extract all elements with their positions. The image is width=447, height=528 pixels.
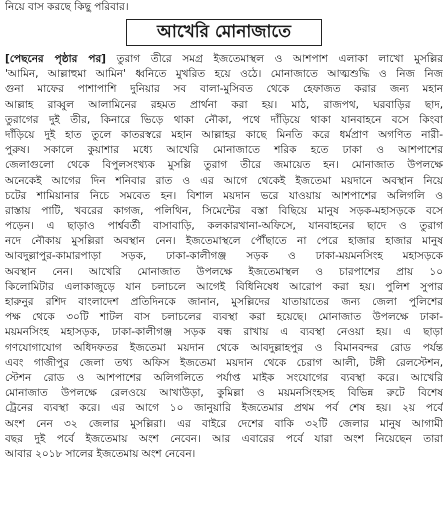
body-line: হারুনুর রশিদ বাংলাদেশ প্রতিদিনকে জানান, মুসল্লিদের যাতায়াতের জন্য জেলা পুলিশের [5,296,443,308]
body-line: ময়মনসিংহ মহাসড়ক, ঢাকা-কালীগঞ্জ সড়ক বন্ধ রাখায় এ ব্যবস্থা নেওয়া হয়। এ ছাড়া [5,326,443,339]
headline-box [126,19,322,46]
continuation-label: [পেছনের পৃষ্ঠার পর] [5,53,106,65]
body-line: স্টেশন রোড ও আশপাশের অলিগলিতে পর্যাপ্ত মাইক সংযোগের ব্যবস্থা করে। আখেরি [5,371,443,384]
body-line: অংশ নেন ৩২ জেলার মুসল্লিরা। এর বাইরে দেশের বাকি ৩২টি জেলার মানুষ আগামী [5,417,443,430]
body-line: দাঁড়িয়ে দুই হাত তুলে কাতরস্বরে মহান আল্লাহর কাছে মিনতি করে ধর্মপ্রাণ অগণিত নারী- [5,128,443,141]
body-line: অনেকেই আগের দিন শনিবার রাত ও এর আগে থেকেই ইজতেমা ময়দানে অবস্থান নিয়ে [5,174,443,187]
body-line: 'আমিন, আল্লাহুমা আমিন' ধ্বনিতে মুখরিত হয়ে ওঠে। মোনাজাতে আত্মশুদ্ধি ও নিজ নিজ [5,68,443,81]
body-line: গণযোগাযোগ অধিদফতর ইজতেমা ময়দান থেকে আবদুল্লাহপুর ও বিমানবন্দর রোড পর্যন্ত [5,341,443,354]
body-line: রাস্তায় পাটি, খবরের কাগজ, পলিথিন, সিমেন্টের বস্তা বিছিয়ে মানুষ সড়ক-মহাসড়কে বসে [5,204,443,217]
body-line: ট্রেনের ব্যবস্থা করে। এর আগে ১০ জানুয়ারি ইজতেমার প্রথম পর্ব শেষ হয়। ২য় পর্বে [5,402,443,415]
body-line: জেলাগুলো থেকে বিপুলসংখ্যক মুসল্লি তুরাগ তীরে জমায়েত হন। মোনাজাত উপলক্ষে [5,159,443,172]
body-line: গুনা মাফের পাশাপাশি দুনিয়ার সব বালা-মুসিবত থেকে হেফাজত করার জন্য মহান [5,83,443,96]
body-line: পড়েন। এ ছাড়াও পার্শ্ববর্তী বাসাবাড়ি, কলকারখানা-অফিসে, যানবাহনের ছাদে ও তুরাগ [5,220,443,233]
body-line: আবদুল্লাপুর-কামারপাড়া সড়ক, ঢাকা-কালীগঞ্জ সড়ক ও ঢাকা-ময়মনসিংহ মহাসড়কে [5,250,443,263]
body-line: [পেছনের পৃষ্ঠার পর] তুরাগ তীরে সমগ্র ইজতেমাস্থল ও আশপাশ এলাকা লাখো মুসল্লির [5,53,443,65]
article-body [5,52,443,462]
body-line: মোনাজাত উপলক্ষে রেলওয়ে আখাউড়া, কুমিল্লা ও ময়মনসিংহসহ বিভিন্ন রুটে বিশেষ [5,387,443,400]
body-line: পক্ষ থেকে ৩০টি শাটল বাস চলাচলের ব্যবস্থা করা হয়েছে। মোনাজাত উপলক্ষে ঢাকা- [5,311,443,324]
previous-article-tail: নিয়ে বাস করছে কিছু পরিবার। [5,1,129,13]
body-line: কিলোমিটার এলাকাজুড়ে যান চলাচলে আগেই বিধিনিষেধ আরোপ করা হয়। পুলিশ সুপার [5,280,443,293]
body-line: পুরুষ। সকালে কুয়াশার মধ্যে আখেরি মোনাজাতে শরিক হতে ঢাকা ও আশপাশের [5,144,443,157]
body-line: অবস্থান নেন। আখেরি মোনাজাত উপলক্ষে ইজতেমাস্থল ও চারপাশের প্রায় ১০ [5,265,443,278]
body-line: নদে নৌকায় মুসল্লিরা অবস্থান নেন। ইজতেমাস্থলে পৌঁছাতে না পেরে হাজার হাজার মানুষ [5,235,443,248]
body-line: এবং গাজীপুর জেলা তথ্য অফিস ইজতেমা ময়দান থেকে চেরাগ আলী, টঙ্গী রেলস্টেশন, [5,356,443,369]
body-line: চটের শামিয়ানার নিচে সমবেত হন। বিশাল ময়দান ভরে যাওয়ায় আশপাশের অলিগলি ও [5,189,443,202]
body-line: বছর দুই পর্বে ইজতেমায় অংশ নেবেন। আর এবারের পর্বে যারা অংশ নিয়েছেন তারা [5,432,443,445]
body-line-last: আবার ২০১৮ সালের ইজতেমায় অংশ নেবেন। [5,447,196,460]
headline: আখেরি মোনাজাতে [156,21,292,42]
body-line: আল্লাহ রাব্বুল আলামিনের রহমত প্রার্থনা করা হয়। মাঠ, রাজপথ, ঘরবাড়ির ছাদ, [5,98,443,111]
body-line: তুরাগের দুই তীর, কিনারে ভিড়ে থাকা নৌকা, পথে দাঁড়িয়ে থাকা যানবাহনে বসে কিংবা [5,113,443,126]
